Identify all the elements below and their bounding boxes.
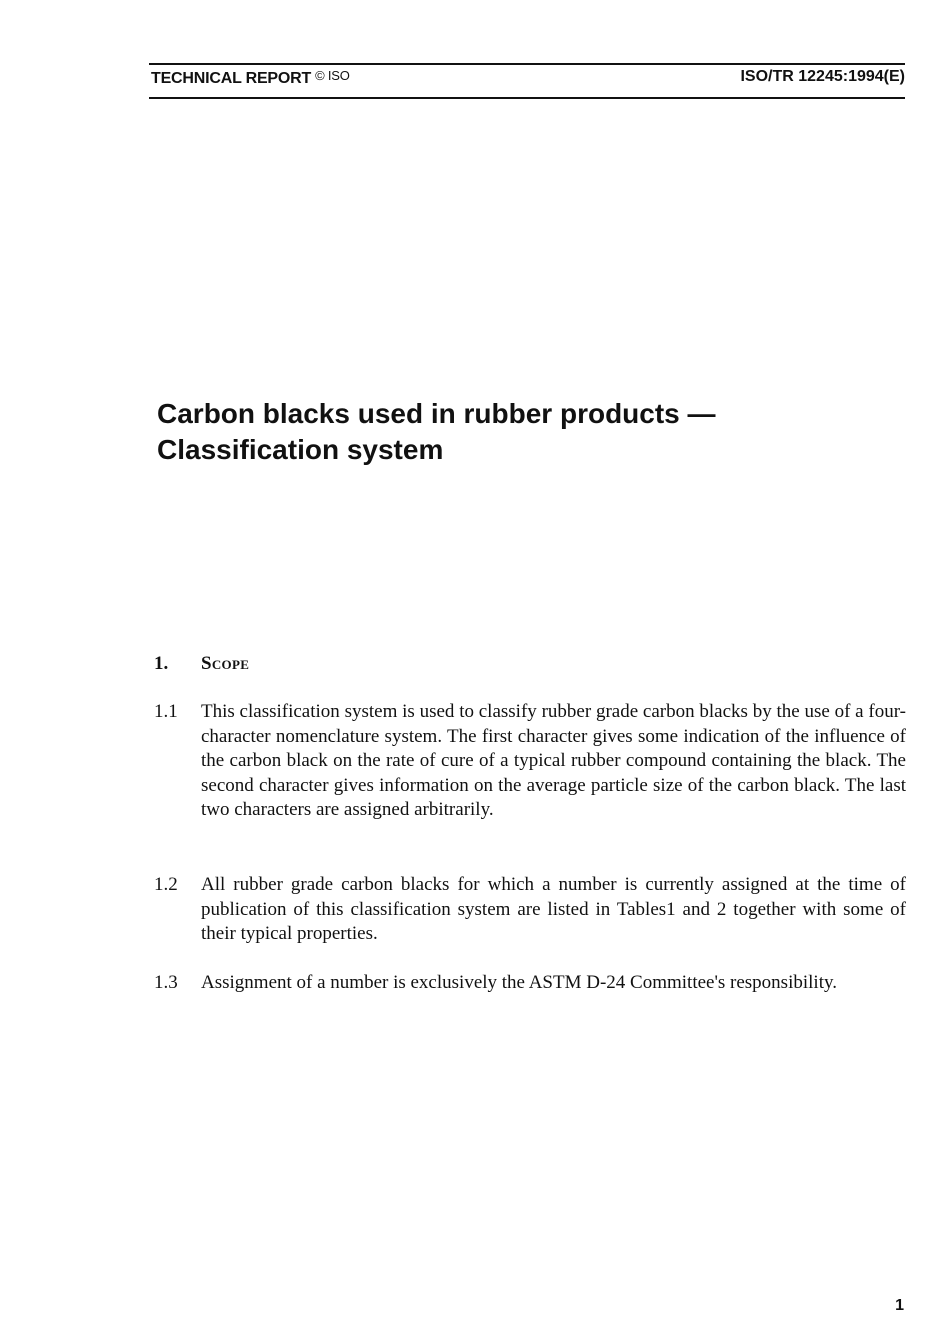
clause-1-2 [154, 873, 906, 947]
clause-text: Assignment of a number is exclusively the ASTM D-24 Committee's responsibility. [201, 972, 837, 993]
clause-text: This classification system is used to classify rubber grade carbon blacks by the use of a four-character nomenclature system. The first character gives some indication of the influence of the carbon black on the rate of cure of a typical rubber compound containing the black. The second character gives information on the average particle size of the carbon black. The last two characters are assigned arbitrarily. [201, 701, 906, 821]
section-title: Scope [201, 653, 250, 674]
document-reference: ISO/TR 12245:1994(E) [740, 68, 905, 85]
clause-1-1 [154, 700, 906, 823]
clause-number: 1.1 [154, 701, 178, 722]
clause-number: 1.3 [154, 972, 178, 993]
page-number: 1 [895, 1297, 904, 1314]
clause-text: All rubber grade carbon blacks for which a number is currently assigned at the time of publication of this classification system are listed in Tables1 and 2 together with some of their typical properties. [201, 874, 906, 945]
copyright-notice: © ISO [315, 68, 350, 83]
header-top-rule [149, 63, 905, 65]
title-line-1: Carbon blacks used in rubber products — [157, 398, 716, 429]
clause-1-3 [154, 971, 906, 996]
report-type: TECHNICAL REPORT [151, 70, 312, 87]
header-report-label [151, 68, 350, 88]
title-line-2: Classification system [157, 434, 444, 465]
section-number: 1. [154, 653, 169, 674]
clause-number: 1.2 [154, 874, 178, 895]
document-title [157, 396, 857, 468]
header-bottom-rule [149, 97, 905, 99]
